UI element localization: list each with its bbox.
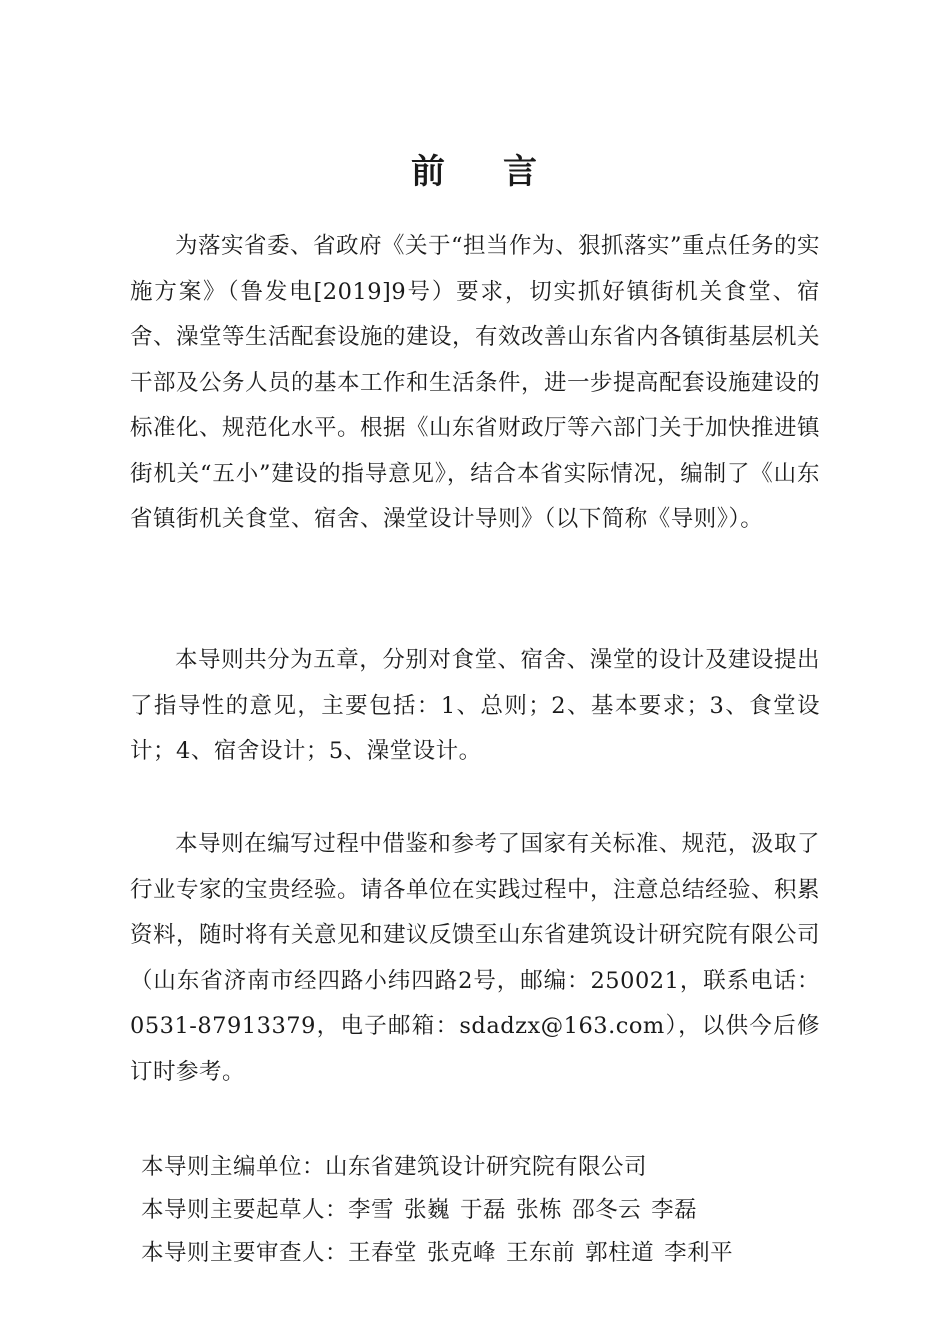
paragraph-intro: 为落实省委、省政府《关于“担当作为、狠抓落实”重点任务的实施方案》（鲁发电[2019]9号）要求，切实抓好镇街机关食堂、宿舍、澡堂等生活配套设施的建设，有效改善山东省内各镇街基层机关干部及公务人员的基本工作和生活条件，进一步提高配套设施建设的标准化、规范化水平。根据《山东省财政厅等六部门关于加快推进镇街机关“五小”建设的指导意见》，结合本省实际情况，编制了《山东省镇街机关食堂、宿舍、澡堂设计导则》（以下简称《导则》）。 <box>130 233 821 532</box>
drafters-line <box>141 1189 841 1232</box>
page-title <box>0 146 950 198</box>
drafter-name: 邵冬云 <box>572 1197 642 1223</box>
chief-unit-label: 本导则主编单位： <box>141 1154 326 1180</box>
reviewer-name: 王春堂 <box>348 1240 418 1266</box>
drafters-label: 本导则主要起草人： <box>141 1197 349 1223</box>
reviewers-label: 本导则主要审查人： <box>141 1240 349 1266</box>
title-char-1: 前 <box>411 152 447 192</box>
reviewer-name: 张克峰 <box>427 1240 497 1266</box>
reviewer-name: 李利平 <box>664 1240 734 1266</box>
paragraph-feedback: 本导则在编写过程中借鉴和参考了国家有关标准、规范，汲取了行业专家的宝贵经验。请各单位在实践过程中，注意总结经验、积累资料，随时将有关意见和建议反馈至山东省建筑设计研究院有限公司（山东省济南市经四路小纬四路2号，邮编：250021，联系电话：0531-87913379，电子邮箱：sdadzx@163.com），以供今后修订时参考。 <box>130 831 821 1085</box>
credits-block <box>141 1146 841 1275</box>
reviewer-name: 郭柱道 <box>585 1240 655 1266</box>
reviewers-line <box>141 1232 841 1275</box>
drafter-name: 于磊 <box>460 1197 507 1223</box>
drafter-name: 张栋 <box>516 1197 563 1223</box>
paragraph-chapters: 本导则共分为五章，分别对食堂、宿舍、澡堂的设计及建设提出了指导性的意见，主要包括：1、总则；2、基本要求；3、食堂设计；4、宿舍设计；5、澡堂设计。 <box>130 647 820 764</box>
drafter-name: 李磊 <box>651 1197 698 1223</box>
drafter-name: 张巍 <box>404 1197 451 1223</box>
reviewer-name: 王东前 <box>506 1240 576 1266</box>
title-char-2: 言 <box>503 152 539 192</box>
drafter-name: 李雪 <box>348 1197 395 1223</box>
chief-unit-value: 山东省建筑设计研究院有限公司 <box>325 1154 648 1180</box>
chief-unit-line <box>141 1146 841 1189</box>
